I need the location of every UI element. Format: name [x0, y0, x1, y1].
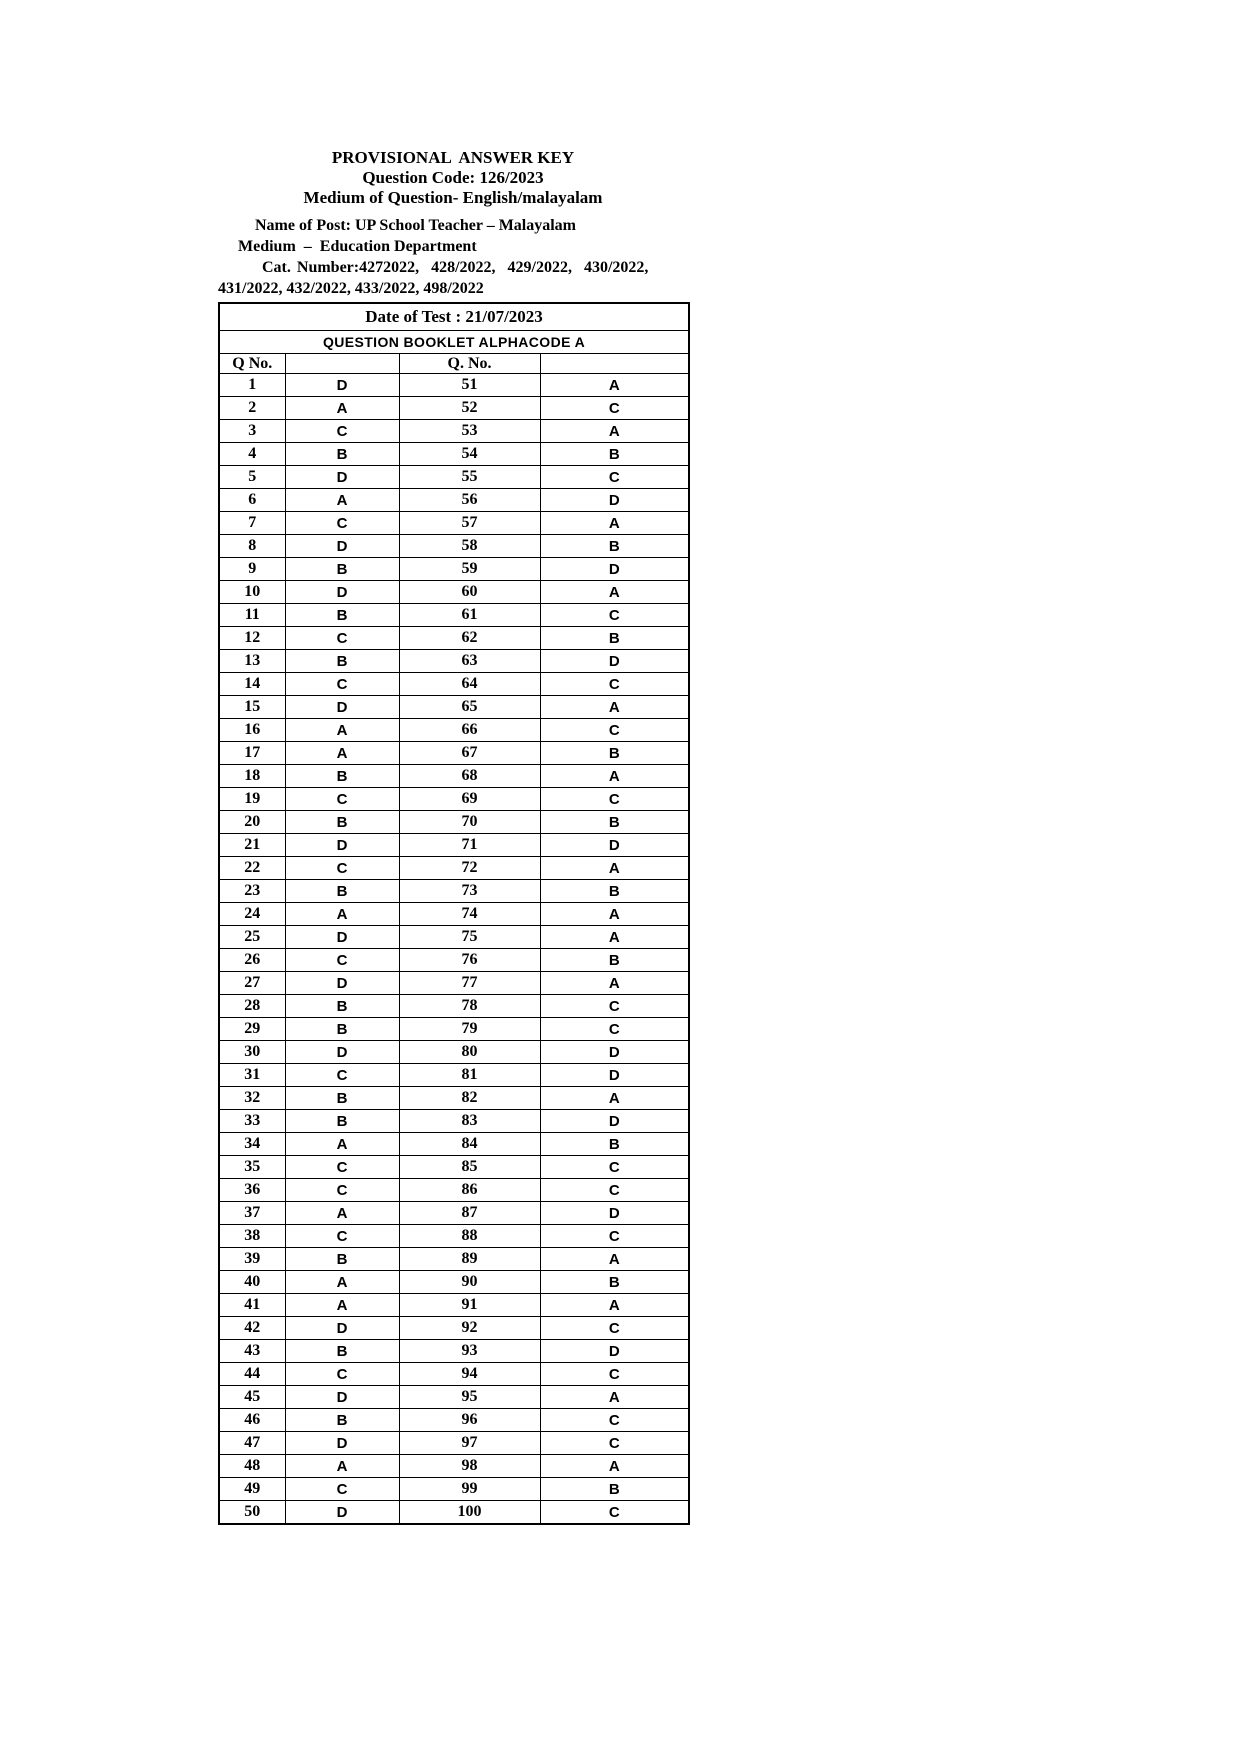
question-number-cell: 92: [399, 1317, 540, 1340]
answer-cell: A: [285, 397, 399, 420]
question-number-cell: 7: [219, 512, 285, 535]
question-number-cell: 77: [399, 972, 540, 995]
answer-row: [219, 443, 689, 466]
question-number-cell: 25: [219, 926, 285, 949]
answer-cell: A: [540, 512, 689, 535]
answer-cell: C: [285, 1179, 399, 1202]
question-number-cell: 44: [219, 1363, 285, 1386]
answer-row: [219, 949, 689, 972]
answer-cell: C: [540, 466, 689, 489]
question-number-cell: 39: [219, 1248, 285, 1271]
answer-cell: A: [540, 926, 689, 949]
question-number-cell: 33: [219, 1110, 285, 1133]
answer-cell: A: [540, 972, 689, 995]
answer-cell: A: [540, 1455, 689, 1478]
question-number-cell: 28: [219, 995, 285, 1018]
column-header-answer-right: [540, 354, 689, 374]
answer-cell: C: [540, 1317, 689, 1340]
answer-cell: B: [285, 811, 399, 834]
question-number-cell: 74: [399, 903, 540, 926]
answer-cell: D: [285, 1501, 399, 1525]
question-number-cell: 65: [399, 696, 540, 719]
answer-row: [219, 1087, 689, 1110]
answer-cell: B: [285, 880, 399, 903]
answer-cell: C: [540, 1179, 689, 1202]
answer-row: [219, 765, 689, 788]
question-number-cell: 54: [399, 443, 540, 466]
booklet-alphacode-row: [219, 331, 689, 354]
answer-cell: C: [285, 1363, 399, 1386]
question-number-cell: 95: [399, 1386, 540, 1409]
answer-cell: A: [540, 1248, 689, 1271]
answer-cell: C: [285, 788, 399, 811]
question-number-cell: 84: [399, 1133, 540, 1156]
answer-cell: B: [540, 1133, 689, 1156]
answer-cell: B: [285, 1018, 399, 1041]
answer-cell: A: [285, 719, 399, 742]
answer-row: [219, 1294, 689, 1317]
question-number-cell: 100: [399, 1501, 540, 1525]
answer-row: [219, 1018, 689, 1041]
answer-cell: D: [540, 1110, 689, 1133]
answer-row: [219, 420, 689, 443]
answer-cell: A: [540, 1087, 689, 1110]
question-number-cell: 68: [399, 765, 540, 788]
answer-cell: D: [285, 581, 399, 604]
answer-row: [219, 1317, 689, 1340]
question-number-cell: 34: [219, 1133, 285, 1156]
answer-row: [219, 1225, 689, 1248]
answer-row: [219, 857, 689, 880]
question-number-cell: 31: [219, 1064, 285, 1087]
question-number-cell: 46: [219, 1409, 285, 1432]
answer-row: [219, 535, 689, 558]
answer-cell: D: [285, 696, 399, 719]
question-number-cell: 18: [219, 765, 285, 788]
answer-cell: C: [540, 604, 689, 627]
question-number-cell: 91: [399, 1294, 540, 1317]
question-number-cell: 24: [219, 903, 285, 926]
question-number-cell: 90: [399, 1271, 540, 1294]
answer-cell: D: [285, 466, 399, 489]
answer-row: [219, 1064, 689, 1087]
answer-row: [219, 1386, 689, 1409]
answer-cell: A: [285, 903, 399, 926]
answer-cell: C: [285, 949, 399, 972]
answer-cell: B: [285, 995, 399, 1018]
answer-row: [219, 1432, 689, 1455]
question-number-cell: 47: [219, 1432, 285, 1455]
answer-cell: A: [540, 696, 689, 719]
question-number-cell: 2: [219, 397, 285, 420]
answer-cell: D: [540, 1340, 689, 1363]
question-number-cell: 53: [399, 420, 540, 443]
column-header-qno-left: Q No.: [219, 354, 285, 374]
question-number-cell: 23: [219, 880, 285, 903]
answer-cell: B: [540, 742, 689, 765]
answer-row: [219, 1156, 689, 1179]
question-number-cell: 40: [219, 1271, 285, 1294]
answer-row: [219, 1271, 689, 1294]
document-content: [218, 148, 688, 1525]
column-header-answer-left: [285, 354, 399, 374]
answer-cell: C: [540, 1409, 689, 1432]
answer-row: [219, 1478, 689, 1501]
answer-cell: C: [285, 673, 399, 696]
answer-row: [219, 1179, 689, 1202]
answer-cell: A: [285, 1455, 399, 1478]
answer-cell: C: [540, 1363, 689, 1386]
answer-row: [219, 397, 689, 420]
question-number-cell: 87: [399, 1202, 540, 1225]
answer-row: [219, 466, 689, 489]
answer-cell: A: [285, 742, 399, 765]
question-number-cell: 89: [399, 1248, 540, 1271]
question-number-cell: 69: [399, 788, 540, 811]
answer-cell: D: [285, 1041, 399, 1064]
answer-cell: D: [540, 1041, 689, 1064]
answer-cell: D: [540, 650, 689, 673]
answer-cell: D: [285, 834, 399, 857]
answer-cell: D: [540, 834, 689, 857]
answer-cell: B: [285, 558, 399, 581]
question-number-cell: 82: [399, 1087, 540, 1110]
post-details: [218, 215, 688, 299]
question-number-cell: 62: [399, 627, 540, 650]
answer-cell: B: [540, 627, 689, 650]
answer-cell: C: [540, 788, 689, 811]
question-number-cell: 16: [219, 719, 285, 742]
question-number-cell: 97: [399, 1432, 540, 1455]
answer-cell: C: [285, 1225, 399, 1248]
answer-row: [219, 604, 689, 627]
answer-row: [219, 558, 689, 581]
answer-cell: D: [540, 1202, 689, 1225]
answer-cell: A: [540, 581, 689, 604]
question-number-cell: 42: [219, 1317, 285, 1340]
answer-row: [219, 1340, 689, 1363]
question-number-cell: 86: [399, 1179, 540, 1202]
question-number-cell: 20: [219, 811, 285, 834]
answer-row: [219, 880, 689, 903]
answer-cell: B: [285, 443, 399, 466]
date-of-test-row: [219, 303, 689, 331]
question-number-cell: 63: [399, 650, 540, 673]
answer-row: [219, 627, 689, 650]
question-number-cell: 71: [399, 834, 540, 857]
answer-cell: C: [285, 857, 399, 880]
answer-cell: D: [540, 489, 689, 512]
question-number-cell: 43: [219, 1340, 285, 1363]
question-number-cell: 48: [219, 1455, 285, 1478]
question-number-cell: 99: [399, 1478, 540, 1501]
answer-cell: B: [540, 811, 689, 834]
answer-cell: A: [285, 1271, 399, 1294]
answer-cell: A: [540, 420, 689, 443]
answer-row: [219, 1041, 689, 1064]
question-number-cell: 5: [219, 466, 285, 489]
answer-cell: D: [540, 558, 689, 581]
booklet-alphacode: QUESTION BOOKLET ALPHACODE A: [219, 331, 689, 354]
question-number-cell: 55: [399, 466, 540, 489]
column-header-qno-right: Q. No.: [399, 354, 540, 374]
question-number-cell: 72: [399, 857, 540, 880]
question-number-cell: 76: [399, 949, 540, 972]
answer-cell: B: [285, 1248, 399, 1271]
question-number-cell: 78: [399, 995, 540, 1018]
question-number-cell: 52: [399, 397, 540, 420]
answer-cell: C: [540, 1432, 689, 1455]
answer-cell: B: [285, 1409, 399, 1432]
question-number-cell: 56: [399, 489, 540, 512]
answer-cell: C: [540, 1501, 689, 1525]
answer-row: [219, 811, 689, 834]
answer-cell: D: [285, 1432, 399, 1455]
answer-cell: C: [285, 512, 399, 535]
question-number-cell: 14: [219, 673, 285, 696]
question-number-cell: 45: [219, 1386, 285, 1409]
medium-of-question-line: Medium of Question- English/malayalam: [303, 188, 603, 207]
answer-cell: C: [540, 1156, 689, 1179]
question-number-cell: 57: [399, 512, 540, 535]
question-number-cell: 6: [219, 489, 285, 512]
answer-cell: C: [285, 420, 399, 443]
answer-cell: C: [540, 1018, 689, 1041]
answer-table-body: [219, 374, 689, 1525]
answer-cell: A: [540, 903, 689, 926]
question-number-cell: 19: [219, 788, 285, 811]
answer-cell: B: [540, 535, 689, 558]
answer-cell: B: [540, 949, 689, 972]
question-number-cell: 81: [399, 1064, 540, 1087]
answer-row: [219, 1363, 689, 1386]
question-number-cell: 4: [219, 443, 285, 466]
question-number-cell: 60: [399, 581, 540, 604]
answer-row: [219, 1248, 689, 1271]
answer-row: [219, 1455, 689, 1478]
answer-cell: C: [540, 397, 689, 420]
question-number-cell: 13: [219, 650, 285, 673]
document-title: PROVISIONAL ANSWER KEY: [331, 148, 575, 167]
answer-row: [219, 834, 689, 857]
answer-cell: D: [540, 1064, 689, 1087]
answer-cell: B: [540, 443, 689, 466]
name-of-post-line: Name of Post: UP School Teacher – Malayalam: [255, 217, 577, 234]
question-number-cell: 1: [219, 374, 285, 397]
question-number-cell: 32: [219, 1087, 285, 1110]
question-number-cell: 79: [399, 1018, 540, 1041]
column-header-row: [219, 354, 689, 374]
answer-row: [219, 903, 689, 926]
answer-cell: B: [285, 1340, 399, 1363]
answer-row: [219, 719, 689, 742]
answer-row: [219, 1409, 689, 1432]
answer-cell: D: [285, 926, 399, 949]
answer-cell: C: [540, 719, 689, 742]
answer-key-table: [218, 302, 690, 1525]
question-number-cell: 38: [219, 1225, 285, 1248]
question-number-cell: 29: [219, 1018, 285, 1041]
question-number-cell: 27: [219, 972, 285, 995]
answer-cell: B: [285, 765, 399, 788]
answer-cell: C: [540, 995, 689, 1018]
question-number-cell: 12: [219, 627, 285, 650]
question-number-cell: 59: [399, 558, 540, 581]
question-number-cell: 61: [399, 604, 540, 627]
answer-cell: B: [285, 650, 399, 673]
answer-cell: C: [285, 627, 399, 650]
medium-department-line: Medium – Education Department: [238, 238, 477, 255]
answer-row: [219, 788, 689, 811]
question-number-cell: 3: [219, 420, 285, 443]
question-number-cell: 15: [219, 696, 285, 719]
answer-cell: A: [540, 765, 689, 788]
question-number-cell: 11: [219, 604, 285, 627]
question-number-cell: 66: [399, 719, 540, 742]
question-number-cell: 8: [219, 535, 285, 558]
answer-cell: D: [285, 1317, 399, 1340]
answer-cell: C: [285, 1156, 399, 1179]
question-number-cell: 50: [219, 1501, 285, 1525]
question-number-cell: 9: [219, 558, 285, 581]
question-number-cell: 37: [219, 1202, 285, 1225]
answer-row: [219, 1202, 689, 1225]
answer-cell: C: [285, 1064, 399, 1087]
answer-cell: A: [540, 374, 689, 397]
question-number-cell: 36: [219, 1179, 285, 1202]
answer-cell: B: [285, 604, 399, 627]
question-number-cell: 88: [399, 1225, 540, 1248]
question-number-cell: 30: [219, 1041, 285, 1064]
answer-row: [219, 512, 689, 535]
answer-cell: A: [285, 1133, 399, 1156]
answer-cell: A: [285, 1294, 399, 1317]
answer-cell: D: [285, 1386, 399, 1409]
question-number-cell: 83: [399, 1110, 540, 1133]
answer-row: [219, 995, 689, 1018]
question-number-cell: 58: [399, 535, 540, 558]
question-number-cell: 10: [219, 581, 285, 604]
answer-row: [219, 1110, 689, 1133]
cat-number-line-1: Cat. Number:4272022, 428/2022, 429/2022, 430/2022,: [262, 259, 649, 276]
question-number-cell: 80: [399, 1041, 540, 1064]
question-number-cell: 22: [219, 857, 285, 880]
answer-row: [219, 696, 689, 719]
answer-row: [219, 489, 689, 512]
answer-row: [219, 742, 689, 765]
answer-cell: A: [285, 1202, 399, 1225]
question-code-line: Question Code: 126/2023: [362, 168, 544, 187]
question-number-cell: 35: [219, 1156, 285, 1179]
answer-cell: D: [285, 972, 399, 995]
question-number-cell: 17: [219, 742, 285, 765]
question-number-cell: 73: [399, 880, 540, 903]
question-number-cell: 49: [219, 1478, 285, 1501]
question-number-cell: 51: [399, 374, 540, 397]
answer-row: [219, 926, 689, 949]
question-number-cell: 21: [219, 834, 285, 857]
answer-cell: B: [285, 1110, 399, 1133]
question-number-cell: 41: [219, 1294, 285, 1317]
question-number-cell: 67: [399, 742, 540, 765]
answer-row: [219, 374, 689, 397]
document-header: [218, 148, 688, 208]
answer-cell: B: [540, 880, 689, 903]
answer-row: [219, 650, 689, 673]
answer-cell: A: [285, 489, 399, 512]
question-number-cell: 70: [399, 811, 540, 834]
answer-row: [219, 581, 689, 604]
answer-cell: C: [540, 673, 689, 696]
answer-cell: B: [540, 1478, 689, 1501]
question-number-cell: 64: [399, 673, 540, 696]
answer-cell: D: [285, 374, 399, 397]
question-number-cell: 93: [399, 1340, 540, 1363]
answer-cell: A: [540, 1294, 689, 1317]
answer-cell: A: [540, 1386, 689, 1409]
answer-cell: B: [285, 1087, 399, 1110]
answer-row: [219, 972, 689, 995]
answer-cell: C: [540, 1225, 689, 1248]
answer-row: [219, 673, 689, 696]
question-number-cell: 94: [399, 1363, 540, 1386]
answer-cell: A: [540, 857, 689, 880]
answer-cell: D: [285, 535, 399, 558]
date-of-test: Date of Test : 21/07/2023: [219, 303, 689, 331]
question-number-cell: 75: [399, 926, 540, 949]
question-number-cell: 26: [219, 949, 285, 972]
question-number-cell: 96: [399, 1409, 540, 1432]
answer-row: [219, 1133, 689, 1156]
question-number-cell: 98: [399, 1455, 540, 1478]
question-number-cell: 85: [399, 1156, 540, 1179]
cat-number-line-2: 431/2022, 432/2022, 433/2022, 498/2022: [218, 280, 484, 297]
answer-row: [219, 1501, 689, 1525]
answer-cell: B: [540, 1271, 689, 1294]
answer-cell: C: [285, 1478, 399, 1501]
